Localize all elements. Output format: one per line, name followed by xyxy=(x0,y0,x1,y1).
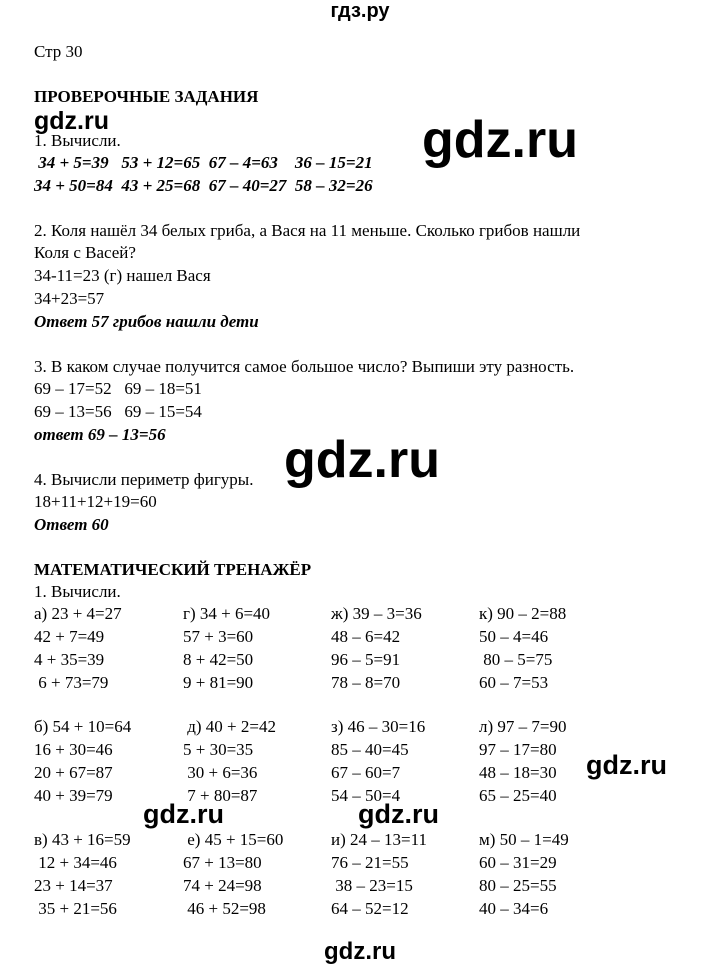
task2-calc2: 34+23=57 xyxy=(34,289,105,308)
exercise: 5 + 30=35 xyxy=(183,740,254,759)
exercise: м) 50 – 1=49 xyxy=(479,830,569,849)
exercise: 6 + 73=79 xyxy=(34,673,109,692)
watermark-small: gdz.ru xyxy=(34,107,109,135)
exercise: 80 – 25=55 xyxy=(479,876,557,895)
exercise: 38 – 23=15 xyxy=(331,876,413,895)
exercise: 20 + 67=87 xyxy=(34,763,113,782)
exercise: 23 + 14=37 xyxy=(34,876,113,895)
watermark-small: gdz.ru xyxy=(143,799,224,829)
exercise: 40 – 34=6 xyxy=(479,899,549,918)
exercise: 50 – 4=46 xyxy=(479,627,549,646)
exercise: к) 90 – 2=88 xyxy=(479,604,567,623)
exercise: 97 – 17=80 xyxy=(479,740,557,759)
task4-answer: Ответ 60 xyxy=(34,515,109,534)
watermark-footer: gdz.ru xyxy=(324,938,396,965)
trainer-group-3-col-3 xyxy=(331,829,427,921)
site-title: гдз.ру xyxy=(330,0,390,22)
exercise: 16 + 30=46 xyxy=(34,740,113,759)
exercise: и) 24 – 13=11 xyxy=(331,830,427,849)
task1-prompt: 1. Вычисли. xyxy=(34,131,121,150)
section-title-trainer: МАТЕМАТИЧЕСКИЙ ТРЕНАЖЁР xyxy=(34,560,312,579)
exercise: 60 – 7=53 xyxy=(479,673,549,692)
task4-prompt: 4. Вычисли периметр фигуры. xyxy=(34,470,254,489)
exercise: б) 54 + 10=64 xyxy=(34,717,132,736)
watermark-small: gdz.ru xyxy=(358,799,439,829)
exercise: в) 43 + 16=59 xyxy=(34,830,131,849)
task4-calc: 18+11+12+19=60 xyxy=(34,492,157,511)
task3-row2: 69 – 13=56 69 – 15=54 xyxy=(34,402,202,421)
exercise: 42 + 7=49 xyxy=(34,627,105,646)
exercise: 4 + 35=39 xyxy=(34,650,105,669)
task2-line2: Коля с Васей? xyxy=(34,243,136,262)
exercise: ж) 39 – 3=36 xyxy=(331,604,422,623)
exercise: 48 – 18=30 xyxy=(479,763,557,782)
exercise: 67 + 13=80 xyxy=(183,853,262,872)
exercise: 67 – 60=7 xyxy=(331,763,401,782)
exercise: 85 – 40=45 xyxy=(331,740,409,759)
task2-line1: 2. Коля нашёл 34 белых гриба, а Вася на 11 меньше. Сколько грибов нашли xyxy=(34,221,581,240)
task2-answer: Ответ 57 грибов нашли дети xyxy=(34,312,259,331)
exercise: е) 45 + 15=60 xyxy=(183,830,284,849)
trainer-group-1-col-1 xyxy=(34,603,122,695)
exercise: 9 + 81=90 xyxy=(183,673,254,692)
task2-calc1: 34-11=23 (г) нашел Вася xyxy=(34,266,211,285)
page-label: Стр 30 xyxy=(34,42,83,61)
trainer-prompt: 1. Вычисли. xyxy=(34,582,121,601)
watermark-small: gdz.ru xyxy=(586,750,667,780)
exercise: 8 + 42=50 xyxy=(183,650,254,669)
exercise: 40 + 39=79 xyxy=(34,786,113,805)
task1-row1: 34 + 5=39 53 + 12=65 67 – 4=63 36 – 15=21 xyxy=(34,153,373,172)
trainer-group-1-col-3 xyxy=(331,603,422,695)
exercise: 12 + 34=46 xyxy=(34,853,117,872)
trainer-group-3-col-4 xyxy=(479,829,569,921)
task3-prompt: 3. В каком случае получится самое большое число? Выпиши эту разность. xyxy=(34,357,575,376)
trainer-group-3-col-1 xyxy=(34,829,131,921)
task1-row2: 34 + 50=84 43 + 25=68 67 – 40=27 58 – 32=26 xyxy=(34,176,373,195)
exercise: з) 46 – 30=16 xyxy=(331,717,426,736)
exercise: а) 23 + 4=27 xyxy=(34,604,122,623)
task3-answer: ответ 69 – 13=56 xyxy=(34,425,166,444)
exercise: 46 + 52=98 xyxy=(183,899,266,918)
trainer-group-2-col-4 xyxy=(479,716,566,808)
section-title-checks: ПРОВЕРОЧНЫЕ ЗАДАНИЯ xyxy=(34,87,259,106)
trainer-group-1-col-4 xyxy=(479,603,566,695)
trainer-group-1-col-2 xyxy=(183,603,270,695)
exercise: л) 97 – 7=90 xyxy=(479,717,567,736)
exercise: 48 – 6=42 xyxy=(331,627,401,646)
watermark-large: gdz.ru xyxy=(422,111,578,169)
trainer-group-2-col-3 xyxy=(331,716,425,808)
exercise: 74 + 24=98 xyxy=(183,876,262,895)
exercise: 78 – 8=70 xyxy=(331,673,401,692)
exercise: 35 + 21=56 xyxy=(34,899,117,918)
exercise: 7 + 80=87 xyxy=(183,786,258,805)
exercise: 76 – 21=55 xyxy=(331,853,409,872)
exercise: 80 – 5=75 xyxy=(479,650,553,669)
exercise: г) 34 + 6=40 xyxy=(183,604,271,623)
exercise: 96 – 5=91 xyxy=(331,650,401,669)
exercise: 60 – 31=29 xyxy=(479,853,557,872)
exercise: 30 + 6=36 xyxy=(183,763,258,782)
exercise: 65 – 25=40 xyxy=(479,786,557,805)
trainer-group-2-col-1 xyxy=(34,716,131,808)
exercise: 64 – 52=12 xyxy=(331,899,409,918)
trainer-group-3-col-2 xyxy=(183,829,283,921)
exercise: 57 + 3=60 xyxy=(183,627,254,646)
exercise: 54 – 50=4 xyxy=(331,786,401,805)
watermark-large: gdz.ru xyxy=(284,431,440,489)
task3-row1: 69 – 17=52 69 – 18=51 xyxy=(34,379,202,398)
trainer-group-2-col-2 xyxy=(183,716,276,808)
exercise: д) 40 + 2=42 xyxy=(183,717,276,736)
